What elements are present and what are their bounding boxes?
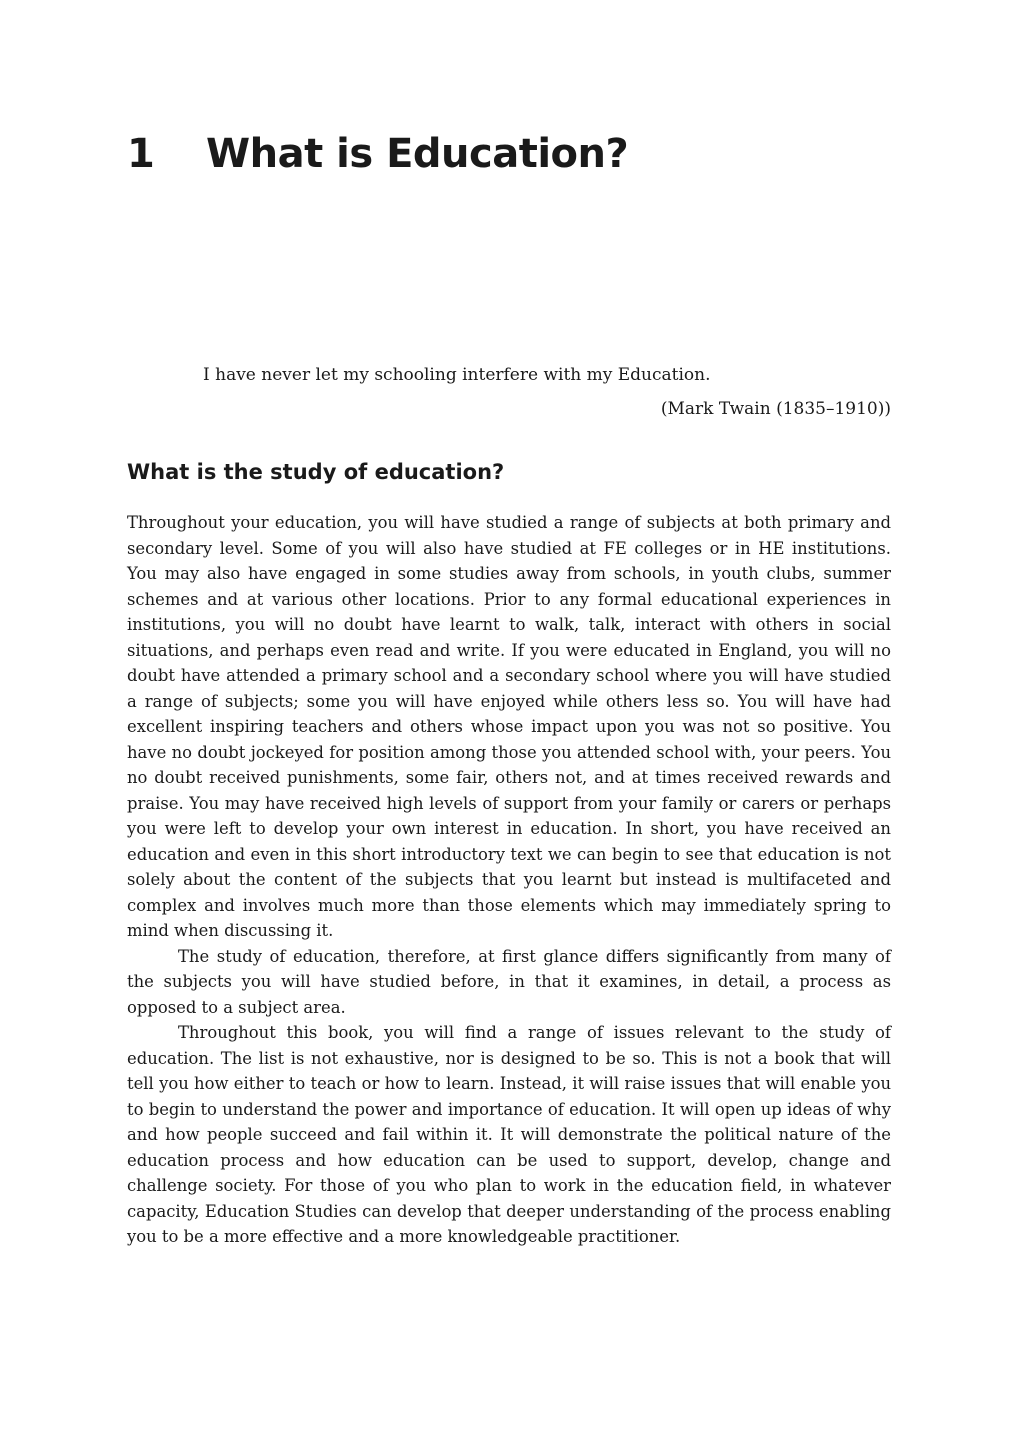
body-paragraph: Throughout your education, you will have studied a range of subjects at both primary and secondary level. Some of you will also have studied at FE colleges or in HE institutions. You may also have engaged in some studies away from schools, in youth clubs, summer schemes and at various other locations. Prior to any formal educational experiences in institutions, you will no doubt have learnt to walk, talk, interact with others in social situations, and perhaps even read and write. If you were educated in England, you will no doubt have attended a primary school and a secondary school where you will have studied a range of subjects; some you will have enjoyed while others less so. You will have had excellent inspiring teachers and others whose impact upon you was not so positive. You have no doubt jockeyed for position among those you attended school with, your peers. You no doubt received punishments, some fair, others not, and at times received rewards and praise. You may have received high levels of support from your family or carers or perhaps you were left to develop your own interest in education. In short, you have received an education and even in this short introductory text we can begin to see that education is not solely about the content of the subjects that you learnt but instead is multifaceted and complex and involves much more than those elements which may immediately spring to mind when discussing it. bbox=[127, 513, 891, 940]
body-paragraph: Throughout this book, you will find a range of issues relevant to the study of education. The list is not exhaustive, nor is designed to be so. This is not a book that will tell you how either to teach or how to learn. Instead, it will raise issues that will enable you to begin to understand the power and importance of education. It will open up ideas of why and how people succeed and fail within it. It will demonstrate the political nature of the education process and how education can be used to support, develop, change and challenge society. For those of you who plan to work in the education field, in whatever capacity, Education Studies can develop that deeper understanding of the process enabling you to be a more effective and a more knowledgeable practitioner. bbox=[127, 1023, 891, 1246]
epigraph bbox=[203, 362, 891, 420]
epigraph-attribution: (Mark Twain (1835–1910)) bbox=[660, 399, 891, 419]
chapter-heading bbox=[127, 128, 628, 180]
body-paragraph: The study of education, therefore, at first glance differs significantly from many of the subjects you will have studied before, in that it examines, in detail, a process as opposed to a subject area. bbox=[127, 946, 891, 1017]
epigraph-quote: I have never let my schooling interfere with my Education. bbox=[203, 365, 711, 385]
chapter-number: 1 bbox=[127, 131, 155, 177]
chapter-title: What is Education? bbox=[206, 131, 629, 177]
body-text bbox=[127, 510, 891, 1250]
section-heading: What is the study of education? bbox=[127, 460, 505, 484]
